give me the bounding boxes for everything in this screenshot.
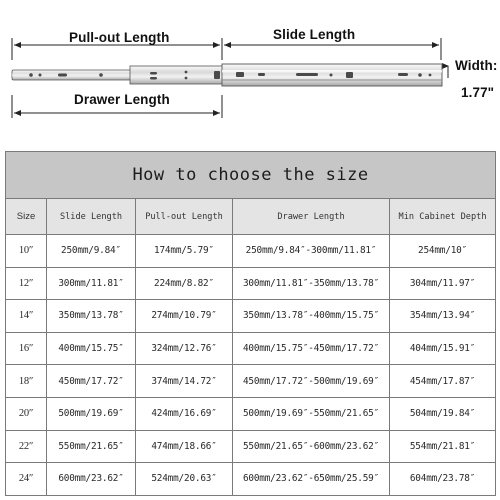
pullout-length-cell: 274mm/10.79″ — [136, 300, 233, 333]
pullout-length-cell: 524mm/20.63″ — [136, 463, 233, 496]
size-cell: 16″ — [6, 332, 47, 365]
drawer-length-cell: 350mm/13.78″-400mm/15.75″ — [233, 300, 390, 333]
header-drawer-length: Drawer Length — [233, 199, 390, 235]
pullout-length-cell: 374mm/14.72″ — [136, 365, 233, 398]
drawer-length-cell: 500mm/19.69″-550mm/21.65″ — [233, 397, 390, 430]
header-min-cabinet-depth: Min Cabinet Depth — [390, 199, 496, 235]
table-row — [6, 332, 496, 365]
slide-length-cell: 250mm/9.84″ — [47, 235, 136, 268]
pullout-length-cell: 474mm/18.66″ — [136, 430, 233, 463]
pullout-length-cell: 324mm/12.76″ — [136, 332, 233, 365]
min-cabinet-depth-cell: 354mm/13.94″ — [390, 300, 496, 333]
drawer-length-cell: 600mm/23.62″-650mm/25.59″ — [233, 463, 390, 496]
drawer-length-cell: 250mm/9.84″-300mm/11.81″ — [233, 235, 390, 268]
width-label: Width: — [455, 58, 498, 73]
slide-length-cell: 600mm/23.62″ — [47, 463, 136, 496]
min-cabinet-depth-cell: 504mm/19.84″ — [390, 397, 496, 430]
min-cabinet-depth-cell: 604mm/23.78″ — [390, 463, 496, 496]
table-row — [6, 397, 496, 430]
header-size: Size — [6, 199, 47, 235]
pullout-length-cell: 224mm/8.82″ — [136, 267, 233, 300]
pullout-length-cell: 424mm/16.69″ — [136, 397, 233, 430]
drawer-length-label: Drawer Length — [74, 92, 170, 107]
size-chart-table — [5, 151, 496, 496]
table-row — [6, 463, 496, 496]
min-cabinet-depth-cell: 304mm/11.97″ — [390, 267, 496, 300]
slide-length-cell: 400mm/15.75″ — [47, 332, 136, 365]
drawer-length-cell: 550mm/21.65″-600mm/23.62″ — [233, 430, 390, 463]
table-title: How to choose the size — [6, 152, 496, 199]
table-row — [6, 267, 496, 300]
size-cell: 10″ — [6, 235, 47, 268]
table-header-row — [6, 199, 496, 235]
table-row — [6, 430, 496, 463]
table-row — [6, 235, 496, 268]
min-cabinet-depth-cell: 404mm/15.91″ — [390, 332, 496, 365]
slide-rail-graphic — [12, 64, 442, 86]
size-cell: 24″ — [6, 463, 47, 496]
min-cabinet-depth-cell: 554mm/21.81″ — [390, 430, 496, 463]
pullout-length-label: Pull-out Length — [69, 30, 170, 45]
size-cell: 22″ — [6, 430, 47, 463]
slide-length-cell: 500mm/19.69″ — [47, 397, 136, 430]
table-row — [6, 300, 496, 333]
min-cabinet-depth-cell: 254mm/10″ — [390, 235, 496, 268]
slide-length-label: Slide Length — [273, 27, 356, 42]
width-value: 1.77" — [461, 85, 495, 100]
table-body — [6, 199, 496, 496]
header-pullout-length: Pull-out Length — [136, 199, 233, 235]
slide-length-cell: 300mm/11.81″ — [47, 267, 136, 300]
header-slide-length: Slide Length — [47, 199, 136, 235]
table-row — [6, 365, 496, 398]
size-cell: 18″ — [6, 365, 47, 398]
drawer-length-cell: 450mm/17.72″-500mm/19.69″ — [233, 365, 390, 398]
slide-dimension-diagram — [0, 0, 500, 150]
size-cell: 14″ — [6, 300, 47, 333]
slide-length-cell: 550mm/21.65″ — [47, 430, 136, 463]
pullout-length-cell: 174mm/5.79″ — [136, 235, 233, 268]
drawer-length-cell: 400mm/15.75″-450mm/17.72″ — [233, 332, 390, 365]
size-cell: 20″ — [6, 397, 47, 430]
drawer-slide-illustration — [0, 0, 500, 150]
slide-length-cell: 350mm/13.78″ — [47, 300, 136, 333]
size-cell: 12″ — [6, 267, 47, 300]
min-cabinet-depth-cell: 454mm/17.87″ — [390, 365, 496, 398]
slide-length-cell: 450mm/17.72″ — [47, 365, 136, 398]
drawer-length-cell: 300mm/11.81″-350mm/13.78″ — [233, 267, 390, 300]
